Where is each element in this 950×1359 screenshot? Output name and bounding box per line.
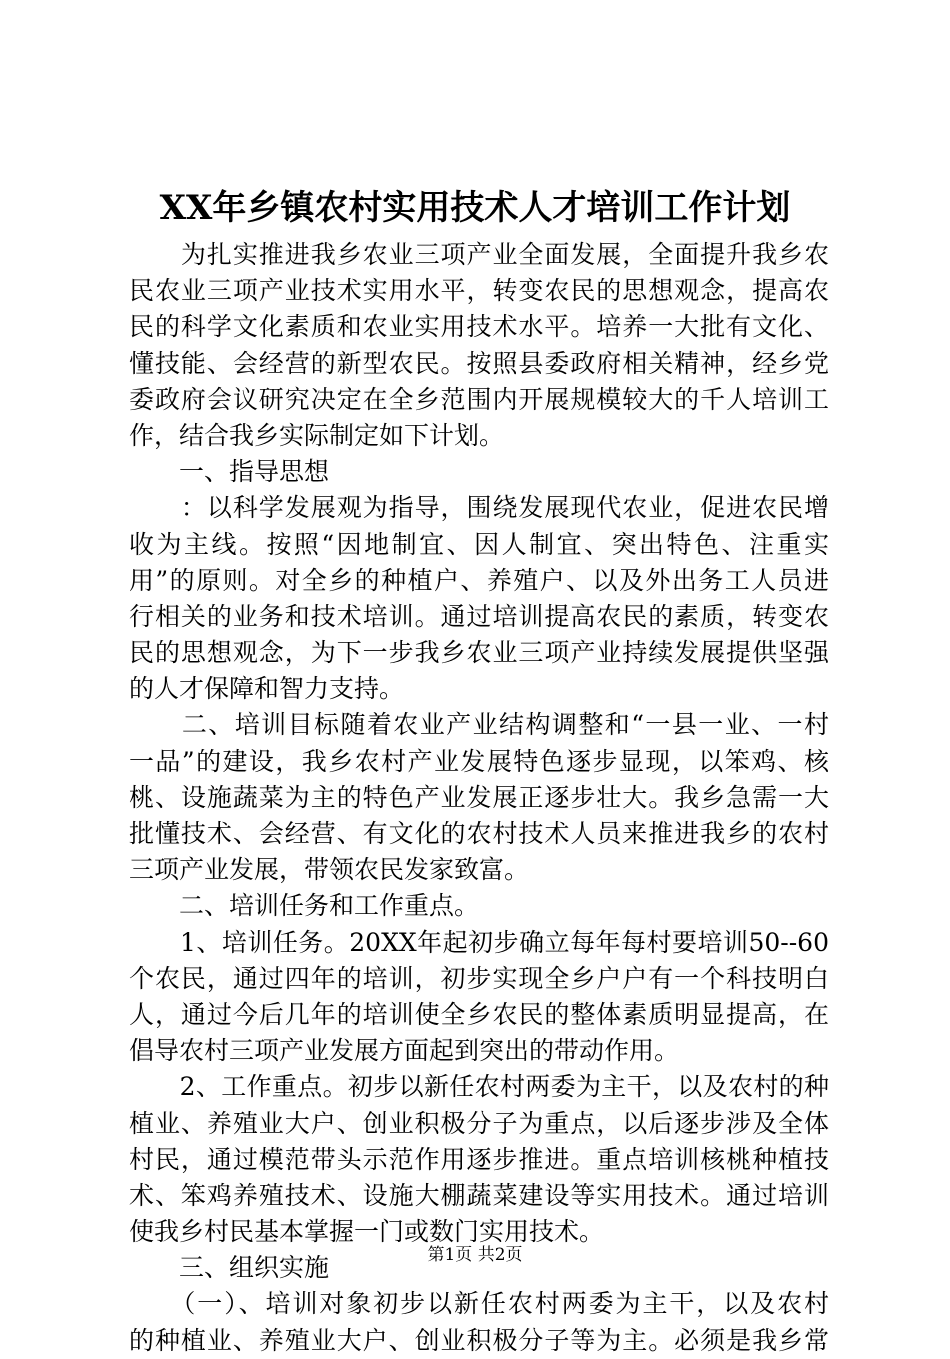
body-line: 三项产业发展，带领农民发家致富。 (129, 855, 530, 885)
body-line: 收为主线。按照“因地制宜、因人制宜、突出特色、注重实 (129, 529, 829, 559)
body-line: 二、培训目标随着农业产业结构调整和“一县一业、一村 (129, 710, 829, 740)
body-line: 二、培训任务和工作重点。 (129, 891, 480, 921)
body-line: 倡导农村三项产业发展方面起到突出的带动作用。 (129, 1036, 680, 1066)
body-line: 委政府会议研究决定在全乡范围内开展规模较大的千人培训工 (129, 384, 829, 414)
body-line: 懂技能、会经营的新型农民。按照县委政府相关精神，经乡党 (129, 348, 829, 378)
body-line: 1、培训任务。20XX年起初步确立每年每村要培训50--60 (129, 927, 829, 957)
body-line: 的人才保障和智力支持。 (129, 674, 405, 704)
body-line: 民的科学文化素质和农业实用技术水平。培养一大批有文化、 (129, 312, 829, 342)
body-line: 使我乡村民基本掌握一门或数门实用技术。 (129, 1217, 605, 1247)
body-line: 行相关的业务和技术培训。通过培训提高农民的素质，转变农 (129, 601, 829, 631)
body-line: 一品”的建设，我乡农村产业发展特色逐步显现，以笨鸡、核 (129, 746, 829, 776)
body-line: 用”的原则。对全乡的种植户、养殖户、以及外出务工人员进 (129, 565, 829, 595)
body-line: 民农业三项产业技术实用水平，转变农民的思想观念，提高农 (129, 276, 829, 306)
body-line: 民的思想观念，为下一步我乡农业三项产业持续发展提供坚强 (129, 638, 829, 668)
body-line: （一）、培训对象初步以新任农村两委为主干，以及农村 (129, 1289, 829, 1319)
body-line: 植业、养殖业大户、创业积极分子为重点，以后逐步涉及全体 (129, 1108, 829, 1138)
body-line: 的种植业、养殖业大户、创业积极分子等为主。必须是我乡常 (129, 1325, 829, 1355)
body-line: 作，结合我乡实际制定如下计划。 (129, 420, 505, 450)
document-body (129, 237, 829, 1359)
body-line: 为扎实推进我乡农业三项产业全面发展，全面提升我乡农 (129, 240, 829, 269)
page-footer: 第1页 共2页 (427, 1245, 523, 1265)
body-line: 人，通过今后几年的培训使全乡农民的整体素质明显提高，在 (129, 999, 829, 1029)
body-line: 批懂技术、会经营、有文化的农村技术人员来推进我乡的农村 (129, 819, 829, 848)
body-line: 三、组织实施 (129, 1253, 330, 1283)
body-line: 一、指导思想 (129, 457, 330, 487)
body-line: 桃、设施蔬菜为主的特色产业发展正逐步壮大。我乡急需一大 (129, 782, 829, 812)
body-line: ：以科学发展观为指导，围绕发展现代农业，促进农民增 (129, 493, 829, 523)
body-line: 村民，通过模范带头示范作用逐步推进。重点培训核桃种植技 (129, 1144, 829, 1174)
body-line: 个农民，通过四年的培训，初步实现全乡户户有一个科技明白 (129, 963, 829, 993)
body-line: 术、笨鸡养殖技术、设施大棚蔬菜建设等实用技术。通过培训 (129, 1180, 829, 1210)
document-title: XX年乡镇农村实用技术人才培训工作计划 (159, 188, 791, 228)
body-line: 2、工作重点。初步以新任农村两委为主干，以及农村的种 (129, 1072, 829, 1102)
